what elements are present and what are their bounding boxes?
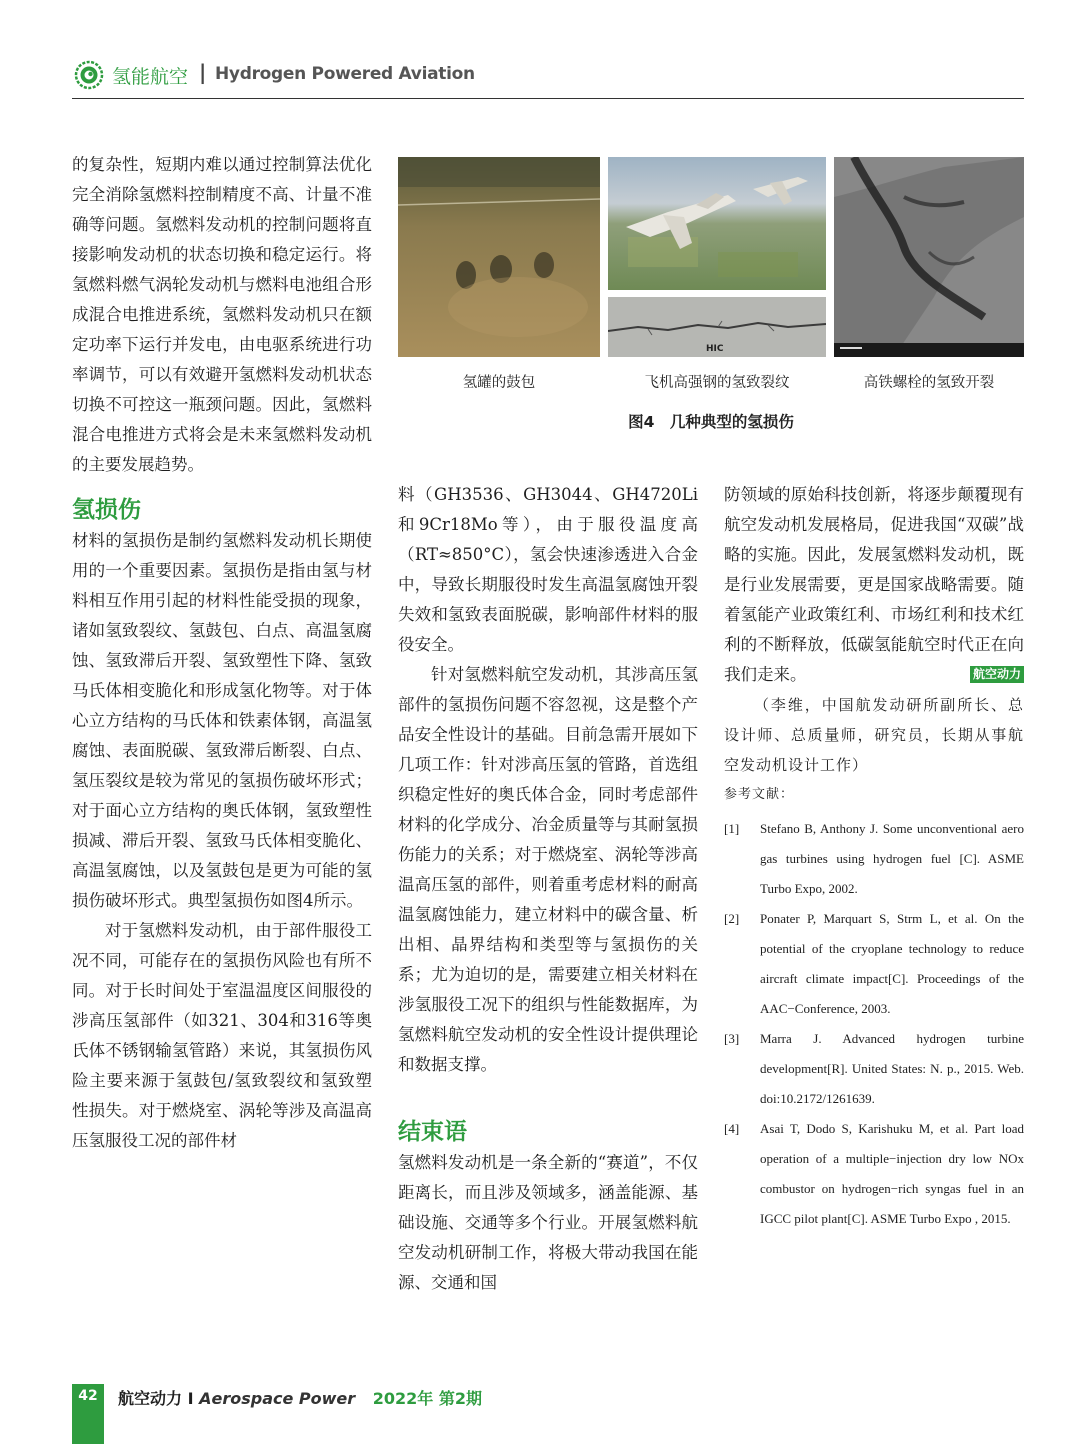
header-title-cn: 氢能航空 xyxy=(112,66,189,88)
hic-label: HIC xyxy=(706,344,724,354)
reference-number: [4] xyxy=(724,1121,740,1136)
footer-journal xyxy=(118,1386,482,1409)
author-note: （李维，中国航发动研所副所长、总设计师、总质量师，研究员，长期从事航空发动机设计工作） xyxy=(724,696,1024,774)
footer-issue: 2022年 第2期 xyxy=(372,1389,482,1408)
figure-caption-2: 飞机高强钢的氢致裂纹 xyxy=(644,375,790,391)
reference-text: Marra J. Advanced hydrogen turbine development[R]. United States: N. p., 2015. Web. doi:10.2172/1261639. xyxy=(760,1031,1024,1106)
end-badge: 航空动力 xyxy=(970,666,1024,683)
reference-number: [2] xyxy=(724,911,740,926)
right-column xyxy=(724,480,1024,1234)
paragraph: 料（GH3536、GH3044、GH4720Li和9Cr18Mo等），由于服役温度高（RT≈850°C），氢会快速渗透进入合金中，导致长期服役时发生高温氢腐蚀开裂失效和氢致表面脱碳，影响部件材料的服役安全。 xyxy=(398,485,698,654)
reference-number: [1] xyxy=(724,821,740,836)
reference-item xyxy=(724,904,1024,1024)
reference-text: Asai T, Dodo S, Karishuku M, et al. Part load operation of a multiple−injection dry low NOx combustor on hydrogen−rich syngas fuel in an IGCC pilot plant[C]. ASME Turbo Expo , 2015. xyxy=(760,1121,1024,1226)
paragraph-text: 防领域的原始科技创新，将逐步颠覆现有航空发动机发展格局，促进我国“双碳”战略的实施。因此，发展氢燃料发动机，既是行业发展需要，更是国家战略需要。随着氢能产业政策红利、市场红利和技术红利的不断释放，低碳氢能航空时代正在向我们走来。 xyxy=(724,485,1024,684)
journal-logo-icon xyxy=(74,60,104,90)
reference-item xyxy=(724,814,1024,904)
footer-separator: I xyxy=(187,1389,194,1408)
paragraph xyxy=(724,480,1024,690)
reference-text: Ponater P, Marquart S, Strm L, et al. On the potential of the cryoplane technology to reduce aircraft climate impact[C]. Proceedings of the AAC−Conference, 2003. xyxy=(760,911,1024,1016)
footer-journal-cn: 航空动力 xyxy=(118,1389,183,1408)
left-column xyxy=(72,150,372,1156)
paragraph: 对于氢燃料发动机，由于部件服役工况不同，可能存在的氢损伤风险也有所不同。对于长时间处于室温温度区间服役的涉高压氢部件（如321、304和316等奥氏体不锈钢输氢管路）来说，其氢损伤风险主要来源于氢鼓包/氢致裂纹和氢致塑性损失。对于燃烧室、涡轮等涉及高温高压氢服役工况的部件材 xyxy=(72,921,372,1150)
figure-photo-aircraft xyxy=(608,157,826,290)
header-title-en: Hydrogen Powered Aviation xyxy=(215,64,475,84)
section-title-conclusion: 结束语 xyxy=(398,1119,467,1145)
section-title-hydrogen-damage: 氢损伤 xyxy=(72,497,141,523)
middle-column xyxy=(398,480,698,1298)
paragraph: 氢燃料发动机是一条全新的“赛道”，不仅距离长，而且涉及领域多，涵盖能源、基础设施、交通等多个行业。开展氢燃料航空发动机研制工作，将极大带动我国在能源、交通和国 xyxy=(398,1153,698,1292)
reference-number: [3] xyxy=(724,1031,740,1046)
reference-item xyxy=(724,1024,1024,1114)
running-header xyxy=(72,58,1024,99)
references-list xyxy=(724,814,1024,1234)
paragraph: 针对氢燃料航空发动机，其涉高压氢部件的氢损伤问题不容忽视，这是整个产品安全性设计的基础。目前急需开展如下几项工作：针对涉高压氢的管路，首选组织稳定性好的奥氏体合金，同时考虑部件材料的化学成分、冶金质量等与其耐氢损伤能力的关系；对于燃烧室、涡轮等涉高温高压氢的部件，则着重考虑材料的耐高温氢腐蚀能力，建立材料中的碳含量、析出相、晶界结构和类型等与氢损伤的关系；尤为迫切的是，需要建立相关材料在涉氢服役工况下的组织与性能数据库，为氢燃料航空发动机的安全性设计提供理论和数据支撑。 xyxy=(398,665,698,1074)
figure-caption-3: 高铁螺栓的氢致开裂 xyxy=(863,375,995,391)
reference-item xyxy=(724,1114,1024,1234)
figure-photo-steel-crack xyxy=(608,297,826,357)
references-title: 参考文献： xyxy=(724,787,795,802)
figure-title: 图4 几种典型的氢损伤 xyxy=(628,413,794,431)
paragraph: 的复杂性，短期内难以通过控制算法优化完全消除氢燃料控制精度不高、计量不准确等问题。氢燃料发动机的控制问题将直接影响发动机的状态切换和稳定运行。将氢燃料燃气涡轮发动机与燃料电池组合形成混合电推进系统，氢燃料发动机只在额定功率下运行并发电，由电驱系统进行功率调节，可以有效避开氢燃料发动机状态切换不可控这一瓶颈问题。因此，氢燃料混合电推进方式将会是未来氢燃料发动机的主要发展趋势。 xyxy=(72,155,372,474)
paragraph: 材料的氢损伤是制约氢燃料发动机长期使用的一个重要因素。氢损伤是指由氢与材料相互作用引起的材料性能受损的现象，诸如氢致裂纹、氢鼓包、白点、高温氢腐蚀、氢致滞后开裂、氢致塑性下降、氢致马氏体相变脆化和形成氢化物等。对于体心立方结构的马氏体和铁素体钢，高温氢腐蚀、表面脱碳、氢致滞后断裂、白点、氢压裂纹是较为常见的氢损伤破坏形式；对于面心立方结构的奥氏体钢，氢致塑性损减、滞后开裂、氢致马氏体相变脆化、高温氢腐蚀，以及氢鼓包是更为可能的氢损伤破坏形式。典型氢损伤如图4所示。 xyxy=(72,531,372,910)
reference-text: Stefano B, Anthony J. Some unconventional aero gas turbines using hydrogen fuel [C]. ASME Turbo Expo, 2002. xyxy=(760,821,1024,896)
page-number: 42 xyxy=(78,1388,98,1404)
figure-photo-bolt-crack xyxy=(834,157,1024,357)
figure-photo-tank-blister xyxy=(398,157,600,357)
footer-journal-en: Aerospace Power xyxy=(199,1389,356,1408)
figure-caption-1: 氢罐的鼓包 xyxy=(462,375,536,391)
header-separator: | xyxy=(199,60,207,84)
